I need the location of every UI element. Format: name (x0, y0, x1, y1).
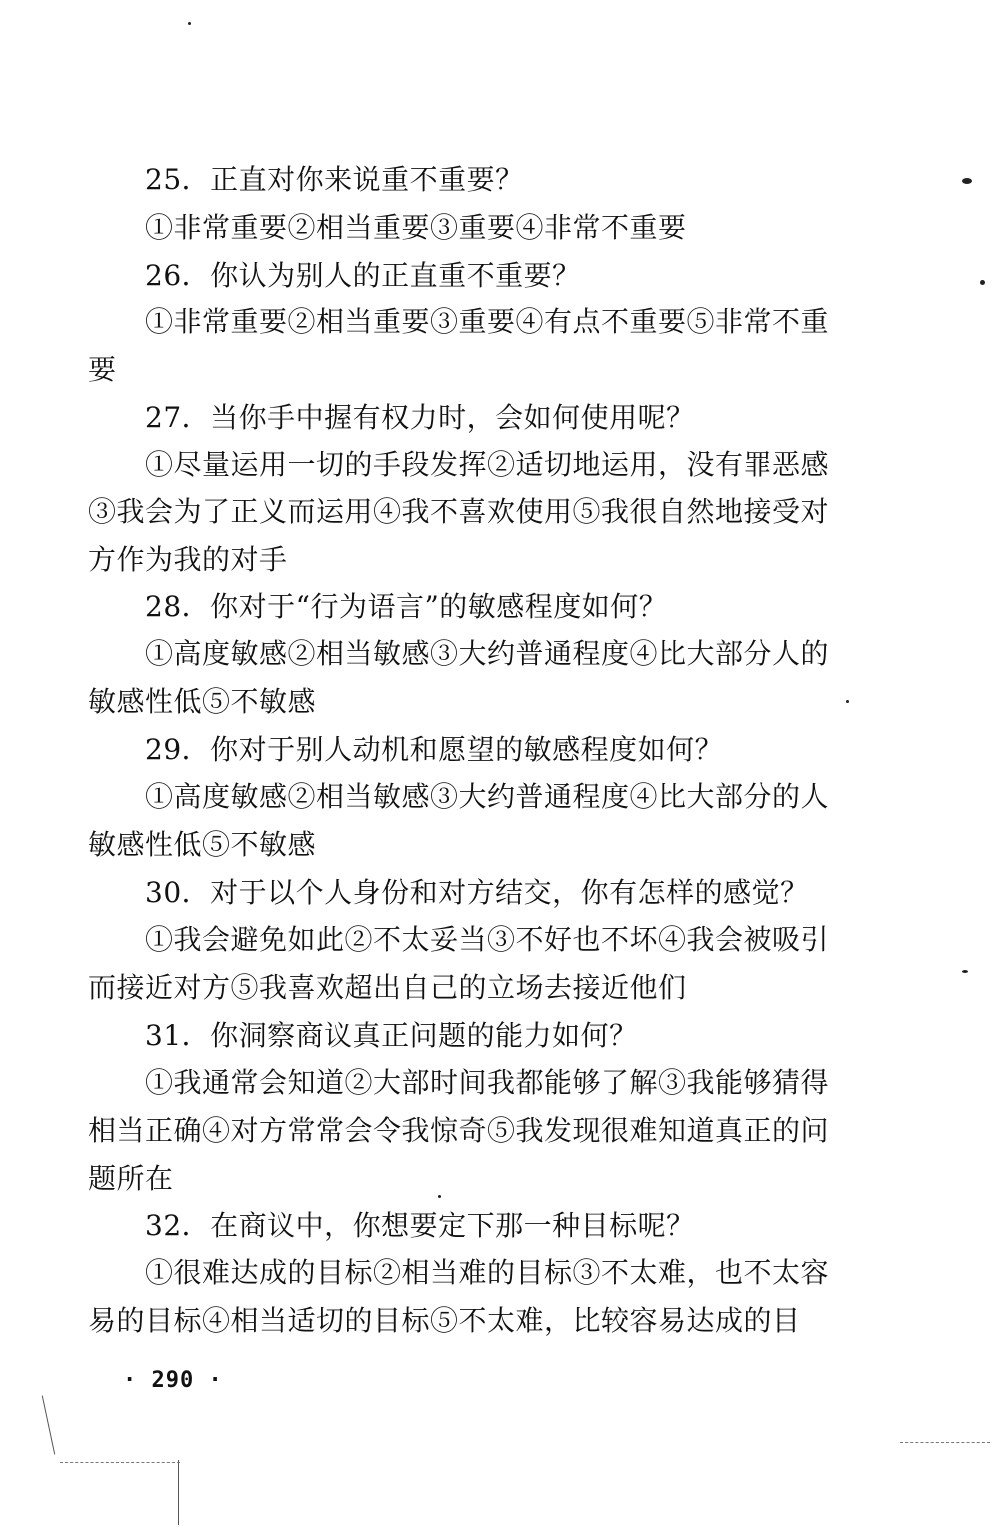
scan-speck (962, 970, 968, 973)
question-26: 26．你认为别人的正直重不重要？ (145, 259, 581, 292)
answer-30-line-1: ①我会避免如此②不太妥当③不好也不坏④我会被吸引 (145, 923, 830, 956)
scan-speck (980, 280, 985, 285)
scan-speck (438, 1195, 441, 1198)
answer-30-line-2: 而接近对方⑤我喜欢超出自己的立场去接近他们 (88, 971, 687, 1004)
answer-32-line-1: ①很难达成的目标②相当难的目标③不太难，也不太容 (145, 1256, 830, 1289)
scan-speck (962, 178, 972, 184)
answer-31-line-2: 相当正确④对方常常会令我惊奇⑤我发现很难知道真正的问 (88, 1114, 830, 1147)
question-29: 29．你对于别人动机和愿望的敏感程度如何？ (145, 733, 724, 766)
question-32: 32．在商议中，你想要定下那一种目标呢？ (145, 1209, 695, 1242)
scan-dash (60, 1462, 180, 1463)
answer-32-line-2: 易的目标④相当适切的目标⑤不太难，比较容易达成的目 (88, 1304, 801, 1337)
question-28: 28．你对于“行为语言”的敏感程度如何？ (145, 590, 668, 623)
answer-31-line-1: ①我通常会知道②大部时间我都能够了解③我能够猜得 (145, 1066, 830, 1099)
answer-28-line-1: ①高度敏感②相当敏感③大约普通程度④比大部分人的 (145, 637, 830, 670)
answer-27-line-1: ①尽量运用一切的手段发挥②适切地运用，没有罪恶感 (145, 448, 830, 481)
answer-27-line-3: 方作为我的对手 (88, 543, 288, 576)
answer-26-line-2: 要 (88, 353, 117, 386)
question-27: 27．当你手中握有权力时，会如何使用呢？ (145, 401, 695, 434)
question-30: 30．对于以个人身份和对方结交，你有怎样的感觉？ (145, 876, 809, 909)
scan-speck (188, 22, 191, 25)
page-number: · 290 · (123, 1368, 223, 1393)
scan-dash (900, 1442, 990, 1443)
answer-25-line-1: ①非常重要②相当重要③重要④非常不重要 (145, 211, 687, 244)
scan-speck (846, 700, 849, 703)
answer-29-line-1: ①高度敏感②相当敏感③大约普通程度④比大部分的人 (145, 780, 830, 813)
answer-31-line-3: 题所在 (88, 1162, 174, 1195)
scan-edge-mark (42, 1396, 55, 1455)
answer-29-line-2: 敏感性低⑤不敏感 (88, 828, 317, 861)
question-25: 25．正直对你来说重不重要？ (145, 163, 524, 196)
answer-26-line-1: ①非常重要②相当重要③重要④有点不重要⑤非常不重 (145, 305, 830, 338)
question-31: 31．你洞察商议真正问题的能力如何？ (145, 1019, 638, 1052)
answer-28-line-2: 敏感性低⑤不敏感 (88, 685, 317, 718)
answer-27-line-2: ③我会为了正义而运用④我不喜欢使用⑤我很自然地接受对 (88, 495, 830, 528)
scan-edge-mark (178, 1460, 179, 1525)
